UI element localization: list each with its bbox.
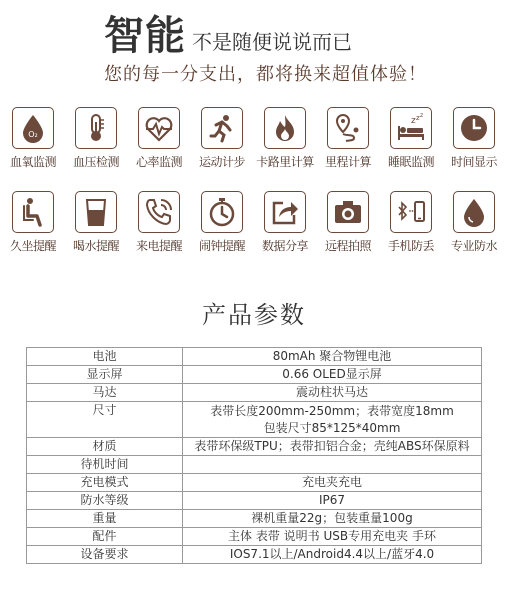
feature-label: 数据分享: [261, 239, 308, 253]
feature-heart-rate: [128, 104, 190, 174]
spec-key: 尺寸: [27, 402, 183, 438]
svg-text:O₂: O₂: [28, 130, 38, 139]
feature-label: 远程拍照: [324, 239, 371, 253]
heart-rate-icon: [138, 107, 180, 149]
feature-label: 喝水提醒: [72, 239, 119, 253]
spec-value: IP67: [183, 492, 482, 510]
clock-icon: [453, 107, 495, 149]
sitting-icon: [12, 191, 54, 233]
table-row: [27, 348, 482, 366]
hero-title-suffix: 不是随便说说而已: [192, 30, 352, 54]
spec-key: 待机时间: [27, 456, 183, 474]
spec-value: 0.66 OLED显示屏: [183, 366, 482, 384]
table-row: [27, 402, 482, 438]
feature-label: 手机防丢: [387, 239, 434, 253]
phone-call-icon: [138, 191, 180, 233]
feature-label: 久坐提醒: [9, 239, 56, 253]
feature-label: 卡路里计算: [256, 155, 314, 169]
water-drop-icon: [453, 191, 495, 233]
spec-value: 裸机重量22g；包装重量100g: [183, 510, 482, 528]
table-row: [27, 510, 482, 528]
spec-key: 马达: [27, 384, 183, 402]
spec-key: 电池: [27, 348, 183, 366]
table-row: [27, 456, 482, 474]
feature-label: 专业防水: [450, 239, 497, 253]
feature-drink-water: [65, 188, 127, 258]
running-icon: [201, 107, 243, 149]
spec-value: 表带环保级TPU；表带扣铝合金；壳纯ABS环保原料: [183, 438, 482, 456]
sleep-icon: [390, 107, 432, 149]
feature-label: 时间显示: [450, 155, 497, 169]
feature-label: 血氧监测: [9, 155, 56, 169]
feature-row-1: [2, 104, 506, 174]
spec-key: 防水等级: [27, 492, 183, 510]
spec-value: IOS7.1以上/Android4.4以上/蓝牙4.0: [183, 546, 482, 564]
svg-text:z: z: [416, 114, 420, 122]
feature-waterproof: [443, 188, 505, 258]
feature-blood-oxygen: [2, 104, 64, 174]
table-row: [27, 528, 482, 546]
spec-value: [183, 456, 482, 474]
svg-text:z: z: [420, 112, 424, 119]
table-row: [27, 474, 482, 492]
feature-step-count: [191, 104, 253, 174]
table-row: [27, 366, 482, 384]
route-icon: [327, 107, 369, 149]
feature-label: 睡眠监测: [387, 155, 434, 169]
params-title: 产品参数: [202, 301, 306, 329]
svg-text:z: z: [411, 116, 416, 126]
feature-time: [443, 104, 505, 174]
feature-blood-pressure: [65, 104, 127, 174]
feature-distance: [317, 104, 379, 174]
spec-value-line: 包装尺寸85*125*40mm: [263, 420, 401, 435]
spec-key: 设备要求: [27, 546, 183, 564]
feature-label: 里程计算: [324, 155, 371, 169]
feature-sedentary: [2, 188, 64, 258]
feature-row-2: [2, 188, 506, 258]
feature-label: 运动计步: [198, 155, 245, 169]
hero-tagline: 您的每一分支出，都将换来超值体验！: [104, 64, 427, 85]
feature-data-share: [254, 188, 316, 258]
spec-value: 震动柱状马达: [183, 384, 482, 402]
feature-alarm: [191, 188, 253, 258]
spec-value: 80mAh 聚合物锂电池: [183, 348, 482, 366]
thermometer-icon: [75, 107, 117, 149]
feature-calories: [254, 104, 316, 174]
table-row: [27, 546, 482, 564]
bluetooth-phone-icon: [390, 191, 432, 233]
table-row: [27, 384, 482, 402]
hero-banner: [0, 0, 508, 100]
table-row: [27, 438, 482, 456]
feature-call-alert: [128, 188, 190, 258]
spec-key: 重量: [27, 510, 183, 528]
spec-table: [26, 347, 482, 564]
feature-label: 心率监测: [135, 155, 182, 169]
flame-icon: [264, 107, 306, 149]
spec-key: 配件: [27, 528, 183, 546]
camera-icon: [327, 191, 369, 233]
feature-label: 来电提醒: [135, 239, 182, 253]
spec-key: 显示屏: [27, 366, 183, 384]
feature-label: 闹钟提醒: [198, 239, 245, 253]
feature-label: 血压检测: [72, 155, 119, 169]
feature-remote-photo: [317, 188, 379, 258]
table-row: [27, 492, 482, 510]
spec-key: 材质: [27, 438, 183, 456]
feature-sleep: [380, 104, 442, 174]
spec-value: 主体 表带 说明书 USB专用充电夹 手环: [183, 528, 482, 546]
spec-key: 充电模式: [27, 474, 183, 492]
share-icon: [264, 191, 306, 233]
spec-value-line: 表带长度200mm-250mm；表带宽度18mm: [210, 403, 454, 418]
water-glass-icon: [75, 191, 117, 233]
spec-value: 充电夹充电: [183, 474, 482, 492]
hero-title: 智能: [104, 13, 186, 59]
alarm-icon: [201, 191, 243, 233]
blood-oxygen-icon: [12, 107, 54, 149]
spec-value: [183, 402, 482, 438]
feature-anti-lost: [380, 188, 442, 258]
